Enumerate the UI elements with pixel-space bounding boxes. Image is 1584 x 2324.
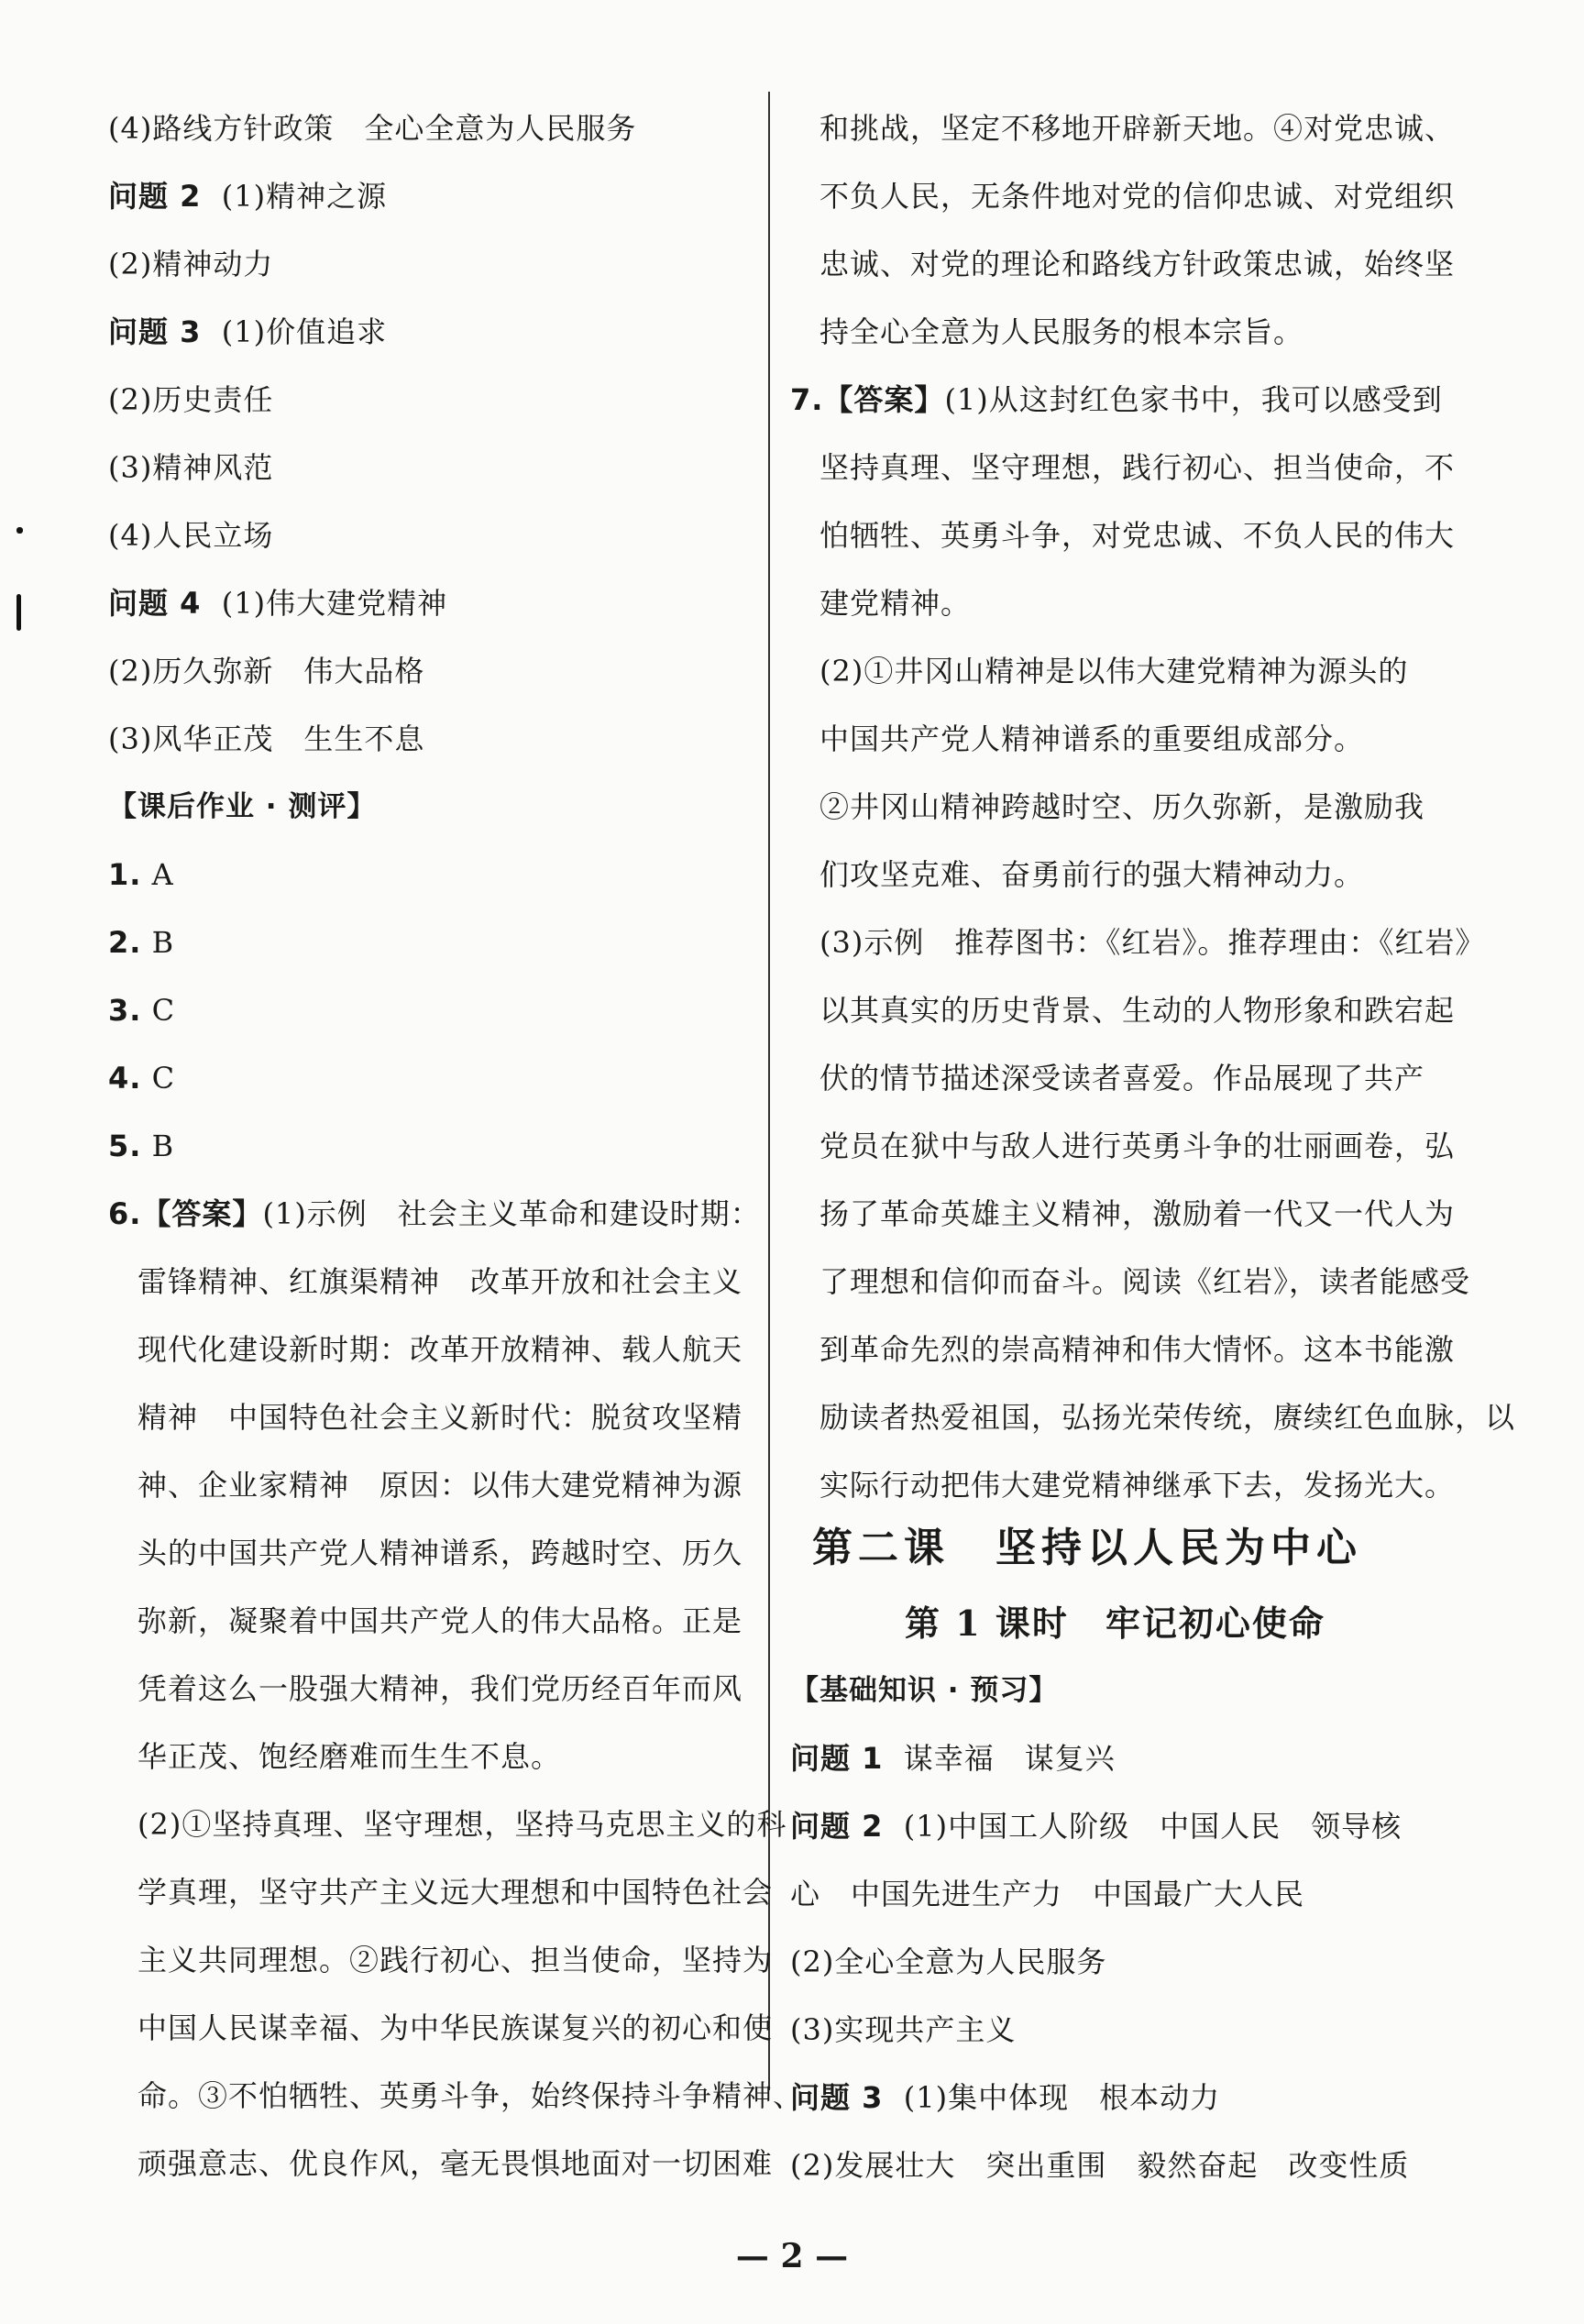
answer-5 bbox=[108, 1128, 174, 1164]
text-line: 现代化建设新时期：改革开放精神、载人航天 bbox=[138, 1332, 743, 1367]
answer-text: C bbox=[151, 1061, 176, 1096]
item-number: 7. bbox=[790, 382, 824, 417]
answer-text: (1)精神之源 bbox=[221, 179, 388, 214]
answer-1 bbox=[108, 856, 174, 893]
text-line: (2)历史责任 bbox=[108, 382, 274, 417]
text-line: 到革命先烈的崇高精神和伟大情怀。这本书能激 bbox=[820, 1332, 1456, 1367]
text-line: 坚持真理、坚守理想，践行初心、担当使命，不 bbox=[820, 450, 1456, 485]
text-line: (3)精神风范 bbox=[108, 450, 274, 485]
question-label: 问题 1 bbox=[790, 1741, 884, 1776]
answer-tag: 【答案】 bbox=[141, 1196, 263, 1231]
answer-text: (1)集中体现 根本动力 bbox=[903, 2080, 1221, 2115]
text-line: (2)发展壮大 突出重围 毅然奋起 改变性质 bbox=[790, 2148, 1410, 2183]
text-line: (2)历久弥新 伟大品格 bbox=[108, 654, 425, 688]
section-heading: 【课后作业 · 测评】 bbox=[108, 790, 377, 823]
text-line: (3)示例 推荐图书：《红岩》。推荐理由：《红岩》 bbox=[820, 925, 1486, 960]
period-title: 第 1 课时 牢记初心使命 bbox=[905, 1603, 1326, 1644]
answer-text: (1)示例 社会主义革命和建设时期： bbox=[262, 1196, 761, 1231]
lesson-title: 第二课 坚持以人民为中心 bbox=[812, 1525, 1362, 1571]
answer-3 bbox=[108, 992, 175, 1029]
text-line: 学真理，坚守共产主义远大理想和中国特色社会 bbox=[138, 1875, 774, 1910]
answer-text: (1)从这封红色家书中，我可以感受到 bbox=[944, 382, 1443, 417]
question-2 bbox=[108, 178, 387, 215]
text-line: 神、企业家精神 原因：以伟大建党精神为源 bbox=[138, 1468, 743, 1503]
item-number: 4. bbox=[108, 1061, 142, 1096]
question-label: 问题 2 bbox=[790, 1809, 884, 1844]
scan-mark bbox=[16, 594, 21, 631]
text-line: 主义共同理想。②践行初心、担当使命，坚持为 bbox=[138, 1943, 774, 1977]
text-line: 和挑战，坚定不移地开辟新天地。④对党忠诚、 bbox=[820, 111, 1456, 146]
text-line: 雷锋精神、红旗渠精神 改革开放和社会主义 bbox=[138, 1264, 743, 1299]
text-line: 命。③不怕牺牲、英勇斗争，始终保持斗争精神、 bbox=[138, 2078, 804, 2113]
answer-tag: 【答案】 bbox=[823, 382, 945, 417]
question-label: 问题 2 bbox=[108, 179, 202, 214]
text-line: 实际行动把伟大建党精神继承下去，发扬光大。 bbox=[820, 1468, 1456, 1503]
question-2 bbox=[790, 1808, 1402, 1845]
question-3 bbox=[790, 2079, 1220, 2116]
answer-text: (1)价值追求 bbox=[221, 314, 388, 349]
text-line: 华正茂、饱经磨难而生生不息。 bbox=[138, 1739, 562, 1774]
question-label: 问题 4 bbox=[108, 586, 202, 621]
answer-text: (1)伟大建党精神 bbox=[221, 586, 448, 621]
text-line: 精神 中国特色社会主义新时代：脱贫攻坚精 bbox=[138, 1400, 743, 1435]
answer-text: B bbox=[151, 925, 175, 960]
item-number: 5. bbox=[108, 1129, 142, 1163]
answer-6-first-line bbox=[108, 1195, 761, 1232]
text-line: ②井冈山精神跨越时空、历久弥新，是激励我 bbox=[820, 789, 1425, 824]
item-number: 6. bbox=[108, 1196, 142, 1231]
text-line: 持全心全意为人民服务的根本宗旨。 bbox=[820, 314, 1304, 349]
answer-4 bbox=[108, 1060, 175, 1096]
page-number-value: 2 bbox=[780, 2237, 804, 2275]
text-line: 伏的情节描述深受读者喜爱。作品展现了共产 bbox=[820, 1061, 1425, 1096]
text-line: 头的中国共产党人精神谱系，跨越时空、历久 bbox=[138, 1536, 743, 1570]
text-line: (4)路线方针政策 全心全意为人民服务 bbox=[108, 111, 637, 146]
question-label: 问题 3 bbox=[790, 2080, 884, 2115]
item-number: 1. bbox=[108, 857, 142, 892]
page-number: — 2 — bbox=[735, 2237, 849, 2275]
item-number: 2. bbox=[108, 925, 142, 960]
answer-text: (1)中国工人阶级 中国人民 领导核 bbox=[903, 1809, 1402, 1844]
text-line: (2)①坚持真理、坚守理想，坚持马克思主义的科 bbox=[138, 1807, 787, 1842]
text-line: 中国共产党人精神谱系的重要组成部分。 bbox=[820, 721, 1365, 756]
text-line: (4)人民立场 bbox=[108, 518, 274, 553]
question-label: 问题 3 bbox=[108, 314, 202, 349]
text-line: 怕牺牲、英勇斗争，对党忠诚、不负人民的伟大 bbox=[820, 518, 1456, 553]
text-line: 以其真实的历史背景、生动的人物形象和跌宕起 bbox=[820, 993, 1456, 1028]
text-line: 们攻坚克难、奋勇前行的强大精神动力。 bbox=[820, 857, 1365, 892]
text-line: 建党精神。 bbox=[820, 586, 972, 621]
item-number: 3. bbox=[108, 993, 142, 1028]
text-line: 励读者热爱祖国，弘扬光荣传统，赓续红色血脉，以 bbox=[820, 1400, 1516, 1435]
answer-2 bbox=[108, 924, 174, 961]
text-line: 弥新，凝聚着中国共产党人的伟大品格。正是 bbox=[138, 1603, 743, 1638]
text-line: 党员在狱中与敌人进行英勇斗争的壮丽画卷，弘 bbox=[820, 1129, 1456, 1163]
text-line: 忠诚、对党的理论和路线方针政策忠诚，始终坚 bbox=[820, 247, 1456, 281]
section-heading: 【基础知识 · 预习】 bbox=[790, 1674, 1059, 1707]
text-line: (2)全心全意为人民服务 bbox=[790, 1944, 1107, 1979]
answer-text: 谋幸福 谋复兴 bbox=[903, 1741, 1116, 1776]
text-line: (2)①井冈山精神是以伟大建党精神为源头的 bbox=[820, 654, 1409, 688]
question-1 bbox=[790, 1740, 1116, 1777]
text-line: 中国人民谋幸福、为中华民族谋复兴的初心和使 bbox=[138, 2010, 774, 2045]
text-line: 扬了革命英雄主义精神，激励着一代又一代人为 bbox=[820, 1196, 1456, 1231]
text-line: (3)实现共产主义 bbox=[790, 2012, 1017, 2047]
scan-mark bbox=[16, 527, 23, 534]
text-line: (2)精神动力 bbox=[108, 247, 274, 281]
answer-text: A bbox=[151, 857, 174, 892]
question-4 bbox=[108, 585, 447, 622]
column-divider bbox=[768, 92, 770, 2090]
text-line: 心 中国先进生产力 中国最广大人民 bbox=[790, 1877, 1305, 1911]
text-line: 凭着这么一股强大精神，我们党历经百年而风 bbox=[138, 1671, 743, 1706]
answer-text: B bbox=[151, 1129, 175, 1163]
text-line: (3)风华正茂 生生不息 bbox=[108, 721, 425, 756]
text-line: 了理想和信仰而奋斗。阅读《红岩》，读者能感受 bbox=[820, 1264, 1471, 1299]
question-3 bbox=[108, 314, 387, 350]
answer-text: C bbox=[151, 993, 176, 1028]
text-line: 顽强意志、优良作风，毫无畏惧地面对一切困难 bbox=[138, 2146, 774, 2181]
text-line: 不负人民，无条件地对党的信仰忠诚、对党组织 bbox=[820, 179, 1456, 214]
answer-7-first-line bbox=[790, 381, 1443, 418]
